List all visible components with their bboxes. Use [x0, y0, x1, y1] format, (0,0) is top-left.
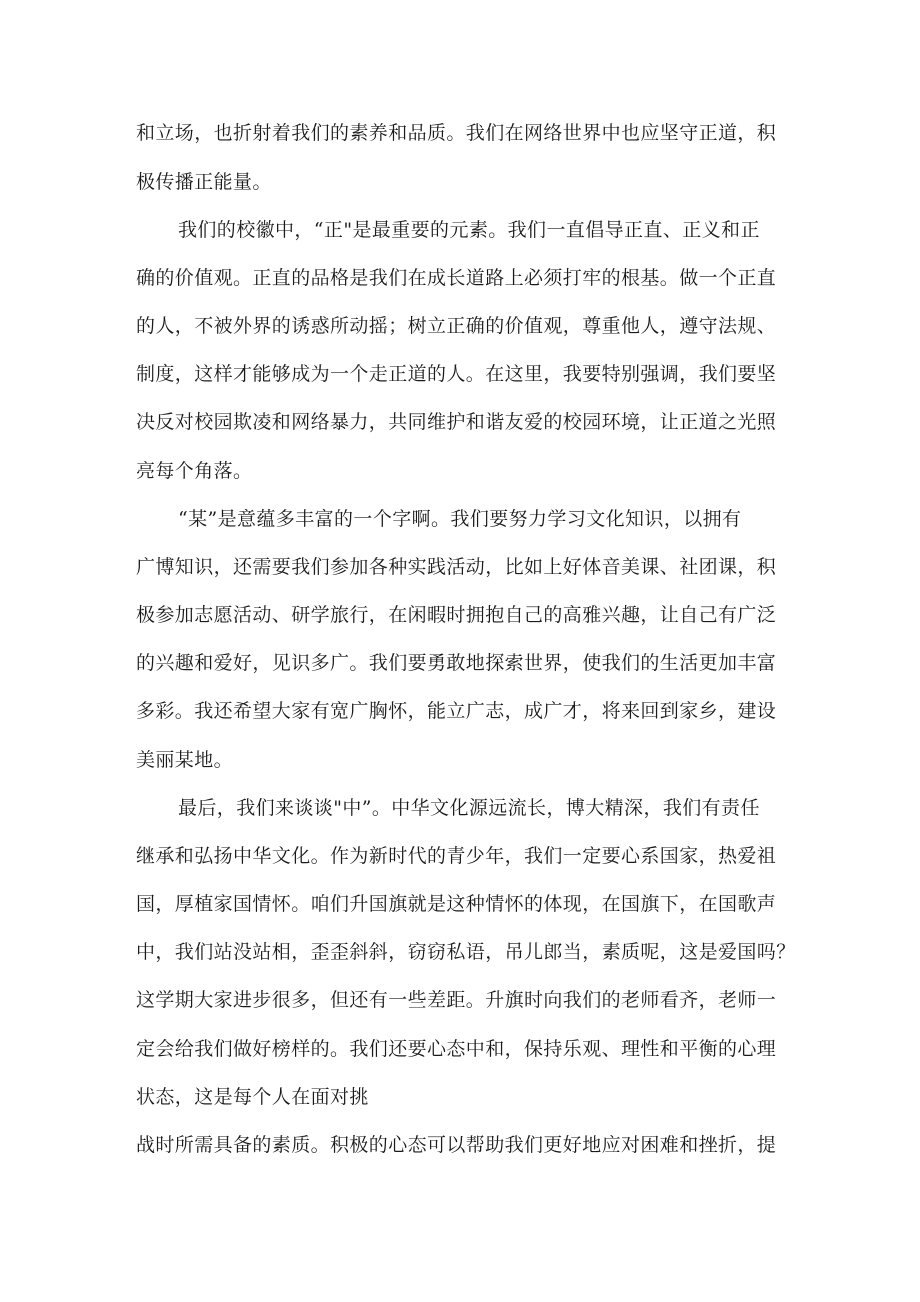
text-line: 广博知识，还需要我们参加各种实践活动，比如上好体音美课、社团课，积 — [136, 556, 777, 578]
text-line: 中，我们站没站相，歪歪斜斜，窃窃私语，吊儿郎当，素质呢，这是爱国吗？ — [136, 941, 796, 963]
text-line: 定会给我们做好榜样的。我们还要心态中和，保持乐观、理性和平衡的心理 — [136, 1038, 777, 1060]
text-line: 的兴趣和爱好，见识多广。我们要勇敢地探索世界，使我们的生活更加丰富 — [136, 652, 777, 674]
text-line: 的人，不被外界的诱惑所动摇；树立正确的价值观，尊重他人，遵守法规、 — [136, 315, 777, 337]
text-line: 制度，这样才能够成为一个走正道的人。在这里，我要特别强调，我们要坚 — [136, 363, 777, 385]
text-line: 多彩。我还希望大家有宽广胸怀，能立广志，成广才，将来回到家乡，建设 — [136, 700, 777, 722]
text-line: 确的价值观。正直的品格是我们在成长道路上必须打牢的根基。做一个正直 — [136, 267, 777, 289]
text-line: 状态，这是每个人在面对挑 — [136, 1086, 369, 1108]
text-line: 和立场，也折射着我们的素养和品质。我们在网络世界中也应坚守正道，积 — [136, 122, 777, 144]
text-line: 国，厚植家国情怀。咱们升国旗就是这种情怀的体现，在国旗下，在国歌声 — [136, 893, 777, 915]
text-line: 极参加志愿活动、研学旅行，在闲暇时拥抱自己的高雅兴趣，让自己有广泛 — [136, 604, 777, 626]
text-line: 决反对校园欺凌和网络暴力，共同维护和谐友爱的校园环境，让正道之光照 — [136, 411, 777, 433]
text-line: 最后，我们来谈谈"中”。中华文化源远流长，博大精深，我们有责任 — [178, 797, 760, 819]
text-line: 极传播正能量。 — [136, 171, 272, 193]
text-line: 亮每个角落。 — [136, 460, 253, 482]
text-line: 我们的校徽中，“正"是最重要的元素。我们一直倡导正直、正义和正 — [178, 219, 760, 241]
text-line: 这学期大家进步很多，但还有一些差距。升旗时向我们的老师看齐，老师一 — [136, 989, 777, 1011]
text-line: 美丽某地。 — [136, 749, 234, 771]
text-line: “某”是意蕴多丰富的一个字啊。我们要努力学习文化知识，以拥有 — [178, 508, 742, 530]
text-line: 继承和弘扬中华文化。作为新时代的青少年，我们一定要心系国家，热爱祖 — [136, 845, 777, 867]
text-line: 战时所需具备的素质。积极的心态可以帮助我们更好地应对困难和挫折，提 — [136, 1134, 777, 1156]
